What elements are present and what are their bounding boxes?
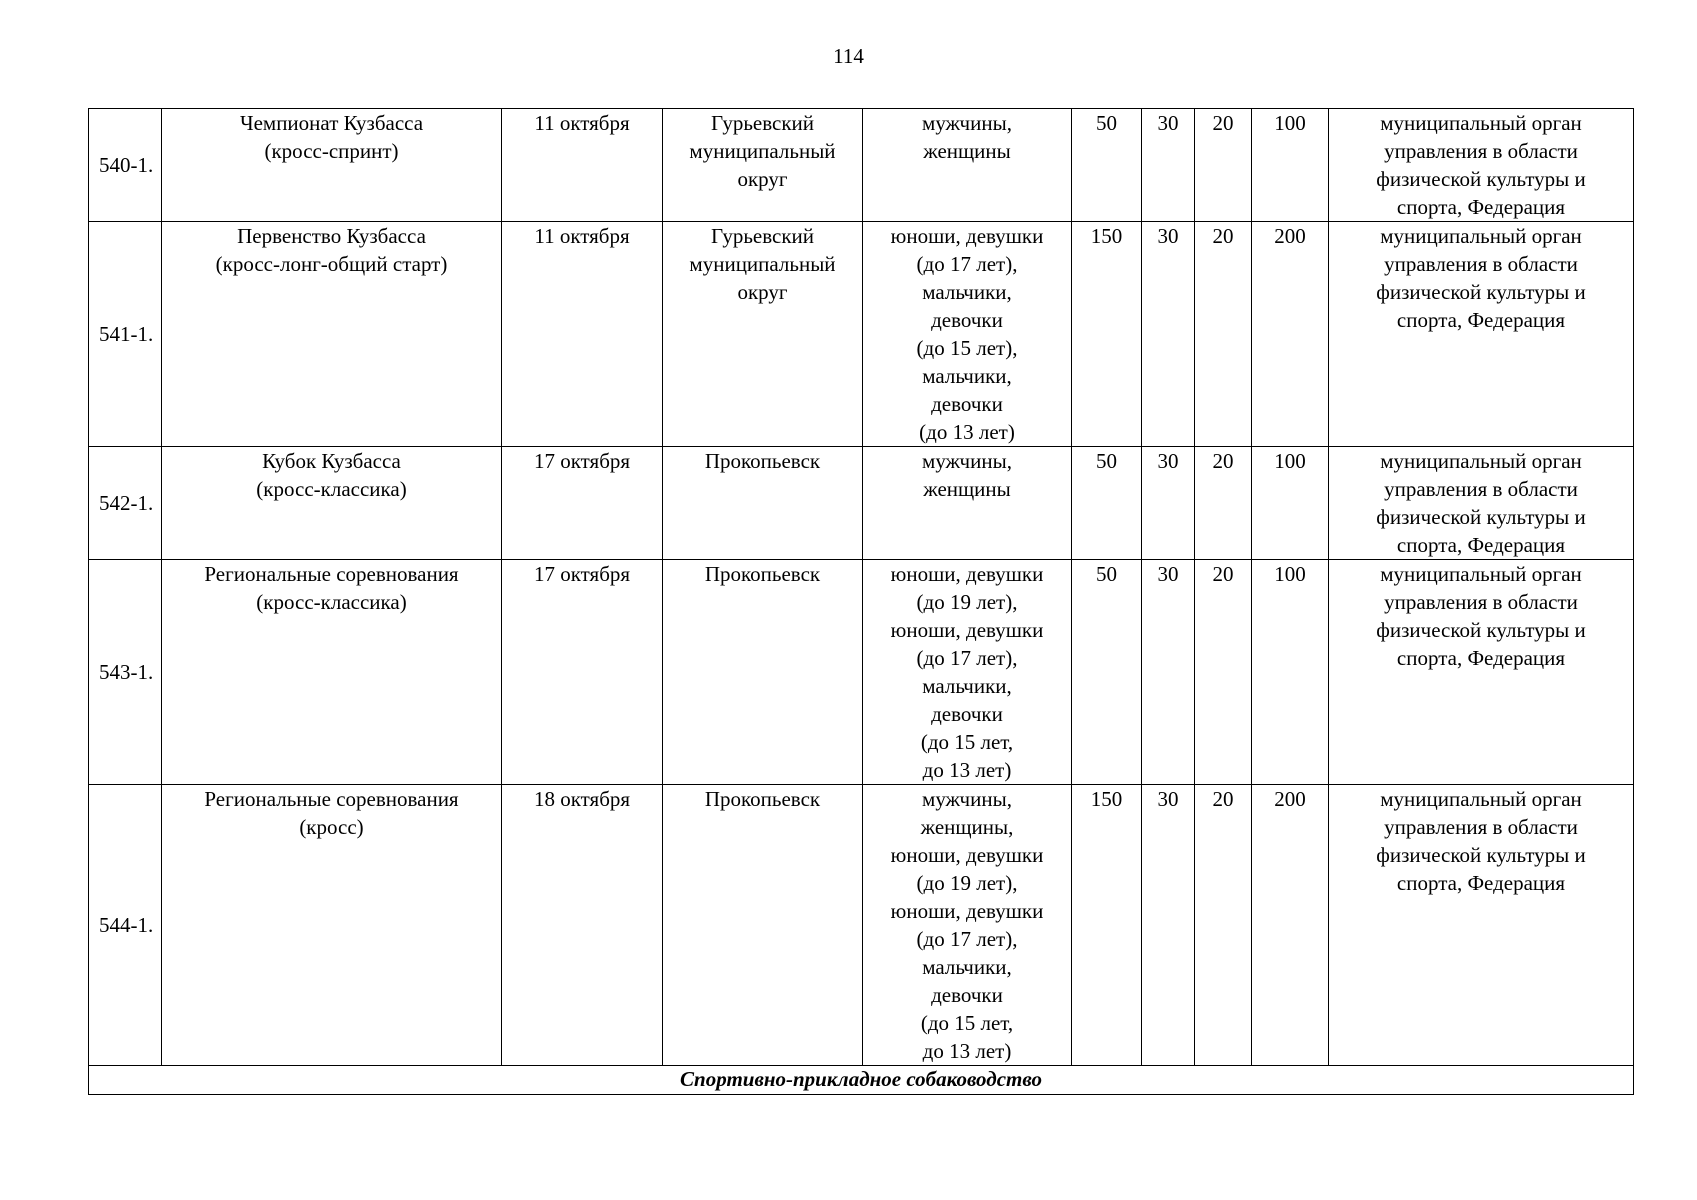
- event-date: 11 октября: [502, 222, 663, 447]
- table-row: [89, 785, 1634, 1066]
- event-count-total: 100: [1252, 447, 1329, 560]
- page-number: 114: [833, 44, 864, 68]
- table-row: [89, 222, 1634, 447]
- event-date: 17 октября: [502, 447, 663, 560]
- event-place: Прокопьевск: [663, 560, 863, 785]
- event-name: Региональные соревнования (кросс-классика): [162, 560, 502, 785]
- event-organizer: муниципальный орган управления в области физической культуры и спорта, Федерация: [1329, 447, 1634, 560]
- event-date: 11 октября: [502, 109, 663, 222]
- event-count-2: 30: [1142, 447, 1195, 560]
- event-number: 544-1.: [89, 785, 162, 1066]
- event-number: 541-1.: [89, 222, 162, 447]
- event-organizer: муниципальный орган управления в области физической культуры и спорта, Федерация: [1329, 785, 1634, 1066]
- event-count-3: 20: [1195, 109, 1252, 222]
- event-count-1: 150: [1072, 222, 1142, 447]
- event-date: 18 октября: [502, 785, 663, 1066]
- event-name: Первенство Кузбасса (кросс-лонг-общий старт): [162, 222, 502, 447]
- event-count-3: 20: [1195, 447, 1252, 560]
- event-count-3: 20: [1195, 560, 1252, 785]
- event-name: Региональные соревнования (кросс): [162, 785, 502, 1066]
- event-name: Кубок Кузбасса (кросс-классика): [162, 447, 502, 560]
- event-count-total: 200: [1252, 785, 1329, 1066]
- event-count-3: 20: [1195, 785, 1252, 1066]
- event-place: Гурьевский муниципальный округ: [663, 109, 863, 222]
- event-place: Прокопьевск: [663, 785, 863, 1066]
- event-count-1: 50: [1072, 447, 1142, 560]
- event-count-total: 100: [1252, 560, 1329, 785]
- event-count-2: 30: [1142, 560, 1195, 785]
- event-participants: юноши, девушки (до 17 лет), мальчики, девочки (до 15 лет), мальчики, девочки (до 13 лет): [863, 222, 1072, 447]
- table-row: [89, 109, 1634, 222]
- event-participants: мужчины, женщины, юноши, девушки (до 19 лет), юноши, девушки (до 17 лет), мальчики, девочки (до 15 лет, до 13 лет): [863, 785, 1072, 1066]
- event-organizer: муниципальный орган управления в области физической культуры и спорта, Федерация: [1329, 222, 1634, 447]
- event-count-1: 50: [1072, 560, 1142, 785]
- event-count-1: 50: [1072, 109, 1142, 222]
- table-row: [89, 447, 1634, 560]
- event-number: 543-1.: [89, 560, 162, 785]
- event-place: Гурьевский муниципальный округ: [663, 222, 863, 447]
- section-row: [89, 1066, 1634, 1095]
- event-name: Чемпионат Кузбасса (кросс-спринт): [162, 109, 502, 222]
- event-number: 540-1.: [89, 109, 162, 222]
- event-number: 542-1.: [89, 447, 162, 560]
- events-table: [88, 108, 1634, 1095]
- event-organizer: муниципальный орган управления в области физической культуры и спорта, Федерация: [1329, 109, 1634, 222]
- event-participants: мужчины, женщины: [863, 447, 1072, 560]
- table-row: [89, 560, 1634, 785]
- event-place: Прокопьевск: [663, 447, 863, 560]
- event-count-total: 200: [1252, 222, 1329, 447]
- event-count-2: 30: [1142, 785, 1195, 1066]
- event-count-total: 100: [1252, 109, 1329, 222]
- event-count-2: 30: [1142, 222, 1195, 447]
- event-participants: мужчины, женщины: [863, 109, 1072, 222]
- event-participants: юноши, девушки (до 19 лет), юноши, девушки (до 17 лет), мальчики, девочки (до 15 лет, до 13 лет): [863, 560, 1072, 785]
- section-title: Спортивно-прикладное собаководство: [89, 1066, 1634, 1095]
- event-count-2: 30: [1142, 109, 1195, 222]
- event-organizer: муниципальный орган управления в области физической культуры и спорта, Федерация: [1329, 560, 1634, 785]
- event-count-1: 150: [1072, 785, 1142, 1066]
- event-count-3: 20: [1195, 222, 1252, 447]
- event-date: 17 октября: [502, 560, 663, 785]
